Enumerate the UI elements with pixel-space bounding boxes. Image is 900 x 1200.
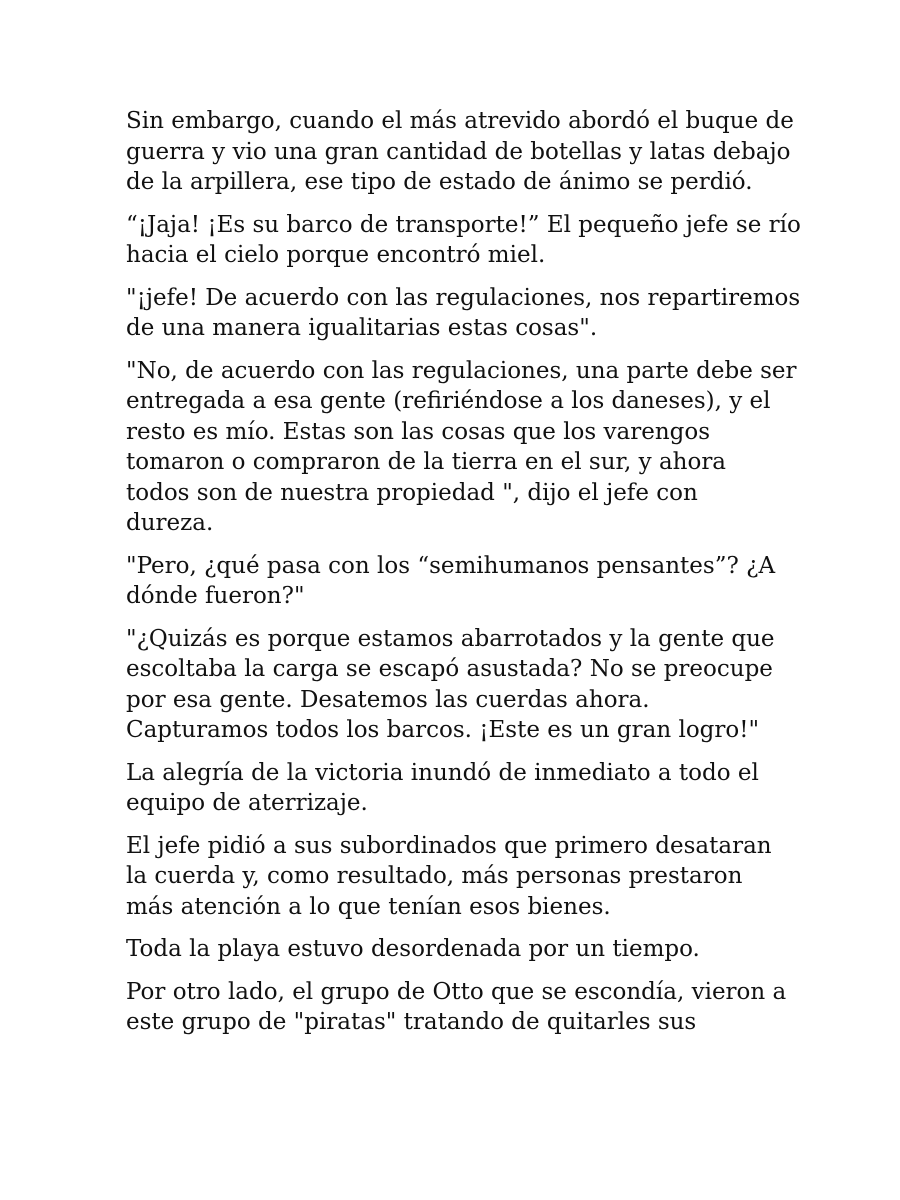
paragraph <box>126 934 786 965</box>
paragraph <box>126 977 786 1038</box>
text-line: dónde fueron?" <box>126 583 305 609</box>
text-line: Por otro lado, el grupo de Otto que se escondía, vieron a <box>126 978 787 1005</box>
paragraph <box>126 831 786 923</box>
text-line: hacia el cielo porque encontró miel. <box>126 242 546 268</box>
text-line: la cuerda y, como resultado, más personas prestaron <box>126 863 743 889</box>
paragraph <box>126 283 801 344</box>
text-line: “¡Jaja! ¡Es su barco de transporte!” El pequeño jefe se río <box>126 211 801 238</box>
text-line: Toda la playa estuvo desordenada por un tiempo. <box>126 936 700 962</box>
text-line: escoltaba la carga se escapó asustada? No se preocupe <box>126 656 773 682</box>
paragraph <box>126 551 786 612</box>
paragraph <box>126 210 801 271</box>
paragraph <box>126 356 797 539</box>
text-line: de la arpillera, ese tipo de estado de ánimo se perdió. <box>126 169 753 195</box>
paragraph <box>126 624 786 746</box>
text-line: La alegría de la victoria inundó de inmediato a todo el <box>126 759 759 786</box>
text-line: de una manera igualitarias estas cosas". <box>126 315 598 341</box>
text-line: este grupo de "piratas" tratando de quitarles sus <box>126 1009 697 1035</box>
paragraph <box>126 758 786 819</box>
text-line: por esa gente. Desatemos las cuerdas ahora. <box>126 686 650 713</box>
text-line: "¿Quizás es porque estamos abarrotados y la gente que <box>126 625 775 652</box>
paragraph <box>126 106 794 198</box>
text-line: tomaron o compraron de la tierra en el sur, y ahora <box>126 449 727 475</box>
text-line: resto es mío. Estas son las cosas que los varengos <box>126 418 711 445</box>
text-line: equipo de aterrizaje. <box>126 790 368 816</box>
text-line: Capturamos todos los barcos. ¡Este es un gran logro!" <box>126 717 760 743</box>
text-line: El jefe pidió a sus subordinados que primero desataran <box>126 832 772 859</box>
text-line: guerra y vio una gran cantidad de botellas y latas debajo <box>126 138 791 165</box>
text-line: "¡jefe! De acuerdo con las regulaciones, nos repartiremos <box>126 284 801 311</box>
text-line: "No, de acuerdo con las regulaciones, una parte debe ser <box>126 357 797 384</box>
text-line: entregada a esa gente (refiriéndose a los daneses), y el <box>126 388 771 414</box>
text-body <box>126 106 801 1050</box>
text-line: Sin embargo, cuando el más atrevido abordó el buque de <box>126 108 794 134</box>
text-line: todos son de nuestra propiedad ", dijo el jefe con <box>126 479 698 506</box>
text-line: más atención a lo que tenían esos bienes. <box>126 893 611 920</box>
text-line: "Pero, ¿qué pasa con los “semihumanos pensantes”? ¿A <box>126 552 776 579</box>
text-line: dureza. <box>126 510 214 536</box>
